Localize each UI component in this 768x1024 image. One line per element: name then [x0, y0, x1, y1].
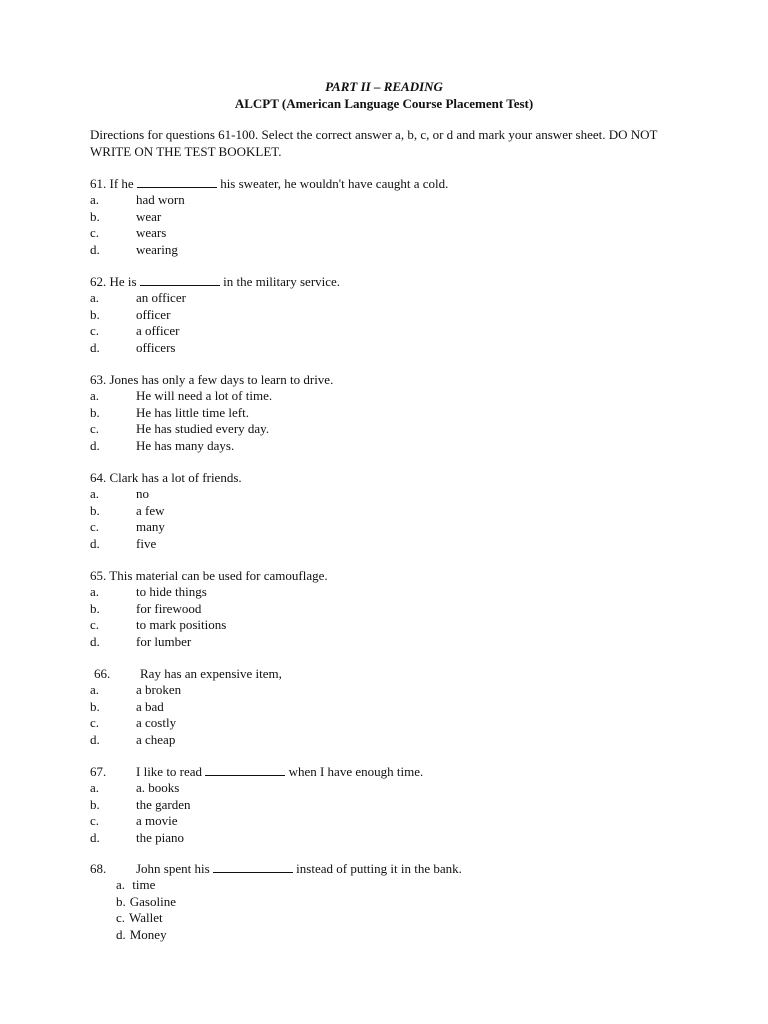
option-text: a costly	[136, 715, 177, 731]
option-letter: a.	[90, 486, 100, 502]
option-text: He will need a lot of time.	[136, 388, 273, 404]
stem-text: Jones has only a few days to learn to drive.	[109, 372, 334, 387]
stem-text-after: instead of putting it in the bank.	[292, 861, 462, 876]
option-letter: d.	[90, 535, 100, 551]
option-text: the garden	[136, 796, 191, 812]
question-number: 66.	[94, 666, 111, 681]
question-number: 65.	[90, 568, 107, 583]
stem-text-after: when I have enough time.	[285, 764, 424, 779]
option-letter: c.	[90, 519, 100, 535]
answer-blank	[140, 274, 220, 286]
option-c	[90, 910, 690, 926]
option-text: a bad	[136, 698, 164, 714]
option-d	[90, 634, 690, 650]
option-c	[90, 421, 690, 437]
option-letter: b.	[90, 796, 100, 812]
question-stem	[90, 372, 690, 388]
option-letter: d.	[90, 731, 100, 747]
question-stem	[90, 568, 690, 584]
option-text: wear	[136, 208, 162, 224]
option-letter: a.	[90, 780, 100, 796]
option-b	[90, 209, 690, 225]
option-text: no	[136, 486, 149, 502]
option-letter: b.	[90, 306, 100, 322]
option-text: wears	[136, 225, 167, 241]
question-stem	[90, 666, 690, 682]
option-a	[90, 877, 690, 893]
option-d	[90, 242, 690, 258]
option-a	[90, 584, 690, 600]
option-letter: c.	[90, 715, 100, 731]
option-letter: b.	[90, 208, 100, 224]
question-number: 62.	[90, 274, 107, 289]
question-67	[90, 764, 690, 846]
option-letter: c.	[116, 910, 126, 926]
option-b	[90, 699, 690, 715]
option-d	[90, 927, 690, 943]
option-text: a officer	[136, 323, 180, 339]
option-d	[90, 830, 690, 846]
option-letter: b.	[90, 404, 100, 420]
stem-text: This material can be used for camouflage.	[109, 568, 328, 583]
option-letter: a.	[90, 388, 100, 404]
option-text: officers	[136, 339, 176, 355]
stem-text-after: his sweater, he wouldn't have caught a cold.	[216, 176, 449, 191]
option-a	[90, 682, 690, 698]
option-a	[90, 388, 690, 404]
question-number: 63.	[90, 372, 107, 387]
question-66	[90, 666, 690, 748]
stem-text-before: I like to read	[136, 764, 206, 779]
option-b	[90, 503, 690, 519]
stem-text: Clark has a lot of friends.	[109, 470, 242, 485]
option-letter: c.	[90, 617, 100, 633]
option-letter: a.	[116, 877, 126, 893]
question-stem	[90, 176, 690, 192]
option-text: many	[136, 519, 165, 535]
question-stem	[90, 861, 690, 877]
option-text: Wallet	[129, 910, 163, 926]
question-number: 68.	[90, 861, 107, 876]
answer-blank	[137, 176, 217, 188]
question-stem	[90, 274, 690, 290]
question-65	[90, 568, 690, 650]
option-a	[90, 290, 690, 306]
option-text: a movie	[136, 813, 178, 829]
option-c	[90, 813, 690, 829]
option-letter: a.	[90, 192, 100, 208]
option-b	[90, 797, 690, 813]
question-number: 67.	[90, 764, 107, 779]
option-text: Gasoline	[129, 893, 176, 909]
question-number: 61.	[90, 176, 107, 191]
option-text: for firewood	[136, 600, 202, 616]
question-62	[90, 274, 690, 356]
option-c	[90, 519, 690, 535]
option-letter: c.	[90, 323, 100, 339]
stem-text-before: John spent his	[136, 861, 213, 876]
option-letter: a.	[90, 682, 100, 698]
stem-text-before: If he	[109, 176, 137, 191]
option-text: had worn	[136, 192, 185, 208]
question-61	[90, 176, 690, 258]
option-letter: b.	[116, 893, 126, 909]
option-b	[90, 601, 690, 617]
option-c	[90, 617, 690, 633]
option-text: a broken	[136, 682, 182, 698]
option-text: Money	[129, 926, 167, 942]
option-letter: b.	[90, 698, 100, 714]
stem-text-after: in the military service.	[219, 274, 341, 289]
option-letter: a.	[90, 584, 100, 600]
part-title: PART II – READING	[325, 79, 443, 94]
question-stem	[90, 764, 690, 780]
option-c	[90, 225, 690, 241]
option-text: He has little time left.	[136, 404, 249, 420]
question-stem	[90, 470, 690, 486]
option-letter: d.	[90, 437, 100, 453]
question-63	[90, 372, 690, 454]
answer-blank	[213, 861, 293, 873]
option-text: to hide things	[136, 584, 207, 600]
option-text: to mark positions	[136, 617, 227, 633]
option-letter: c.	[90, 225, 100, 241]
option-letter: a.	[90, 290, 100, 306]
option-text: the piano	[136, 829, 185, 845]
option-letter: d.	[116, 926, 126, 942]
option-text: wearing	[136, 241, 178, 257]
option-text: an officer	[136, 290, 186, 306]
directions-text: Directions for questions 61-100. Select the correct answer a, b, c, or d and mark your answer sheet. DO NOT WRITE ON THE TEST BOOKLET.	[90, 127, 658, 159]
option-c	[90, 715, 690, 731]
option-letter: d.	[90, 241, 100, 257]
option-a	[90, 192, 690, 208]
option-letter: b.	[90, 502, 100, 518]
option-letter: d.	[90, 339, 100, 355]
option-b	[90, 307, 690, 323]
question-64	[90, 470, 690, 552]
option-letter: d.	[90, 633, 100, 649]
option-text: five	[136, 535, 157, 551]
option-d	[90, 536, 690, 552]
option-text: a cheap	[136, 731, 176, 747]
option-text: officer	[136, 306, 171, 322]
stem-text: Ray has an expensive item,	[140, 666, 282, 681]
stem-text-before: He is	[109, 274, 140, 289]
question-number: 64.	[90, 470, 107, 485]
option-letter: c.	[90, 421, 100, 437]
option-c	[90, 323, 690, 339]
option-text: He has many days.	[136, 437, 235, 453]
option-b	[90, 894, 690, 910]
option-d	[90, 438, 690, 454]
option-a	[90, 780, 690, 796]
option-text: for lumber	[136, 633, 192, 649]
option-text: time	[129, 877, 156, 893]
option-text: He has studied every day.	[136, 421, 270, 437]
option-text: a few	[136, 502, 165, 518]
answer-blank	[205, 764, 285, 776]
option-d	[90, 340, 690, 356]
option-d	[90, 732, 690, 748]
option-a	[90, 486, 690, 502]
test-subtitle: ALCPT (American Language Course Placement Test)	[234, 96, 534, 111]
option-b	[90, 405, 690, 421]
option-text: a. books	[136, 780, 180, 796]
question-68	[90, 861, 690, 943]
option-letter: c.	[90, 813, 100, 829]
option-letter: d.	[90, 829, 100, 845]
option-letter: b.	[90, 600, 100, 616]
